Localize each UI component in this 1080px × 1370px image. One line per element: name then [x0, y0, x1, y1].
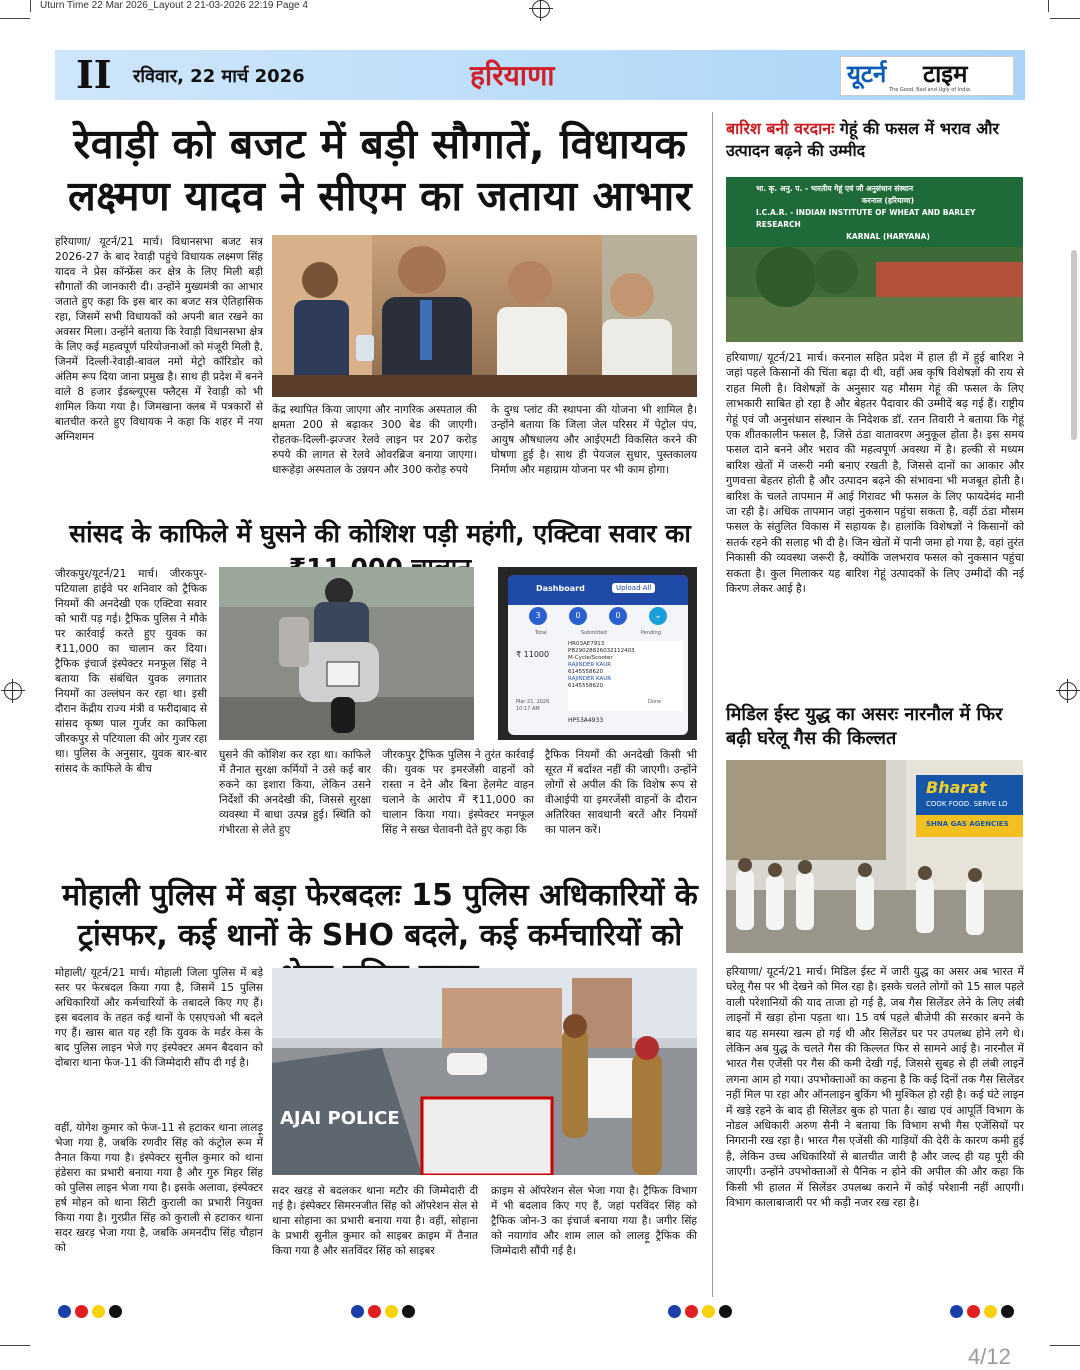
crop-mark	[1050, 1345, 1080, 1346]
sign-line-4: KARNAL (HARYANA)	[846, 232, 930, 241]
registration-mark-icon	[532, 0, 550, 18]
stat-labels	[518, 630, 678, 636]
article1-column-1: हरियाणा/ यूटर्न/21 मार्च। विधानसभा बजट सत्र 2026-27 के बाद रेवाड़ी पहुंचे विधायक लक्ष्मण सिंह यादव ने प्रेस कॉन्फ्रेंस कर क्षेत्र के लिए मिली बड़ी सौगातों की जानकारी दी। उन्होंने मुख्यमंत्री का आभार जताते हुए कहा कि इस बार का बजट सत्र ऐतिहासिक रहा, जिसमें सभी विधायकों को अपनी बात रखने का अवसर मिला। उन्होंने बताया कि रेवाड़ी विधानसभा क्षेत्र के लिए कई महत्वपूर्ण परियोजनाओं को मंजूरी मिली है, जिनमें दिल्ली-रेवाड़ी-बावल नमो मेट्रो कॉरिडोर को अंतिम रूप दिया जाना प्रमुख है। साथ ही प्रदेश में बनने वाले 8 हजार ईडब्ल्यूएस फ्लैट्स में रेवाड़ी को भी शामिल किया गया है। जिमखाना क्लब में पत्रकारों से बातचीत करते हुए विधायक ने कहा कि शहर में नया अग्निशमन	[55, 236, 263, 443]
color-dot	[58, 1305, 71, 1318]
color-dot	[385, 1305, 398, 1318]
dashboard-title: Dashboard	[536, 584, 585, 593]
side1-headline	[726, 118, 1026, 162]
newspaper-logo	[840, 56, 1014, 96]
vehicle-type: M-Cycle/Scooter	[568, 655, 613, 661]
institute-sign	[756, 183, 1020, 243]
article2-column-2: घुसने की कोशिश कर रहा था। काफिले में तैनात सुरक्षा कर्मियों ने उसे कई बार रुकने का इशारा किया, लेकिन उसने निर्देशों की अनदेखी की, जिससे सुरक्षा व्यवस्था में बाधा उत्पन्न हुई। स्थिति को गंभीरता से लेते हुए	[219, 749, 371, 836]
side2-gas-queue-photo	[726, 760, 1023, 953]
side1-headline-text: गेहूं की फसल में भराव और उत्पादन बढ़ने की उम्मीद	[726, 119, 1000, 160]
challan-date: Mar 21, 2026	[516, 699, 550, 705]
shop-sign-tagline: COOK FOOD. SERVE LO	[926, 800, 1008, 808]
color-dot	[984, 1305, 997, 1318]
article1-column-2: केंद्र स्थापित किया जाएगा और नागरिक अस्पताल की क्षमता 200 से बढ़ाकर 300 बेड की जाएगी। रोहतक-दिल्ली-झज्जर रेलवे लाइन पर 207 करोड़ रुपये की लागत से रेलवे ओवरब्रिज बनाया जाएगा। धारूहेड़ा अस्पताल के उन्नयन और 300 करोड़ रुपये	[272, 404, 477, 476]
side1-institute-photo	[726, 177, 1023, 342]
scrollbar-thumb[interactable]	[1071, 250, 1077, 440]
done-label[interactable]: Done	[648, 699, 662, 705]
article3-column-2: सदर खरड़ से बदलकर थाना मटौर की जिम्मेदारी दी गई है। इंस्पेक्टर सिमरनजीत सिंह को ऑपरेशन सेल से थाना सोहाना का प्रभारी बनाया गया है। वहीं, सोहाना के प्रभारी सुनील कुमार को साइबर क्राइम में तैनात किया गया है और सतविंदर सिंह को साइबर	[272, 1185, 478, 1257]
officer-id-2: 6145558620	[568, 683, 603, 689]
article3-headline: मोहाली पुलिस में बड़ा फेरबदलः 15 पुलिस अधिकारियों के ट्रांसफर, कई थानों के SHO बदले, कई कर्मचारियों को	[62, 878, 698, 953]
registration-mark-icon	[1059, 682, 1077, 700]
phone-screen	[508, 575, 688, 735]
stat-total: 3	[529, 607, 547, 625]
color-dot	[92, 1305, 105, 1318]
article3-police-photo	[272, 968, 697, 1175]
article3-column-3: क्राइम से ऑपरेशन सेल भेजा गया है। ट्रैफिक विभाग में भी बदलाव किए गए हैं, जहां परविंदर सिंह को ट्रैफिक जोन-3 का इंचार्ज बनाया गया है। जगीर सिंह को नयागांव और शाम लाल को लालड़ू ट्रैफिक की जिम्मेदारी सौंपी गई है।	[491, 1185, 697, 1257]
sign-line-3: I.C.A.R. - INDIAN INSTITUTE OF WHEAT AND BARLEY RESEARCH	[756, 208, 976, 229]
article2-scooter-photo	[219, 567, 474, 740]
color-dot	[950, 1305, 963, 1318]
logo-word-1: यूटर्न	[847, 60, 887, 88]
officer-id-1: 6145558620	[568, 669, 603, 675]
stat-label-submitted: Submitted	[580, 630, 607, 636]
article1-photo	[272, 235, 697, 397]
challan-card[interactable]	[568, 641, 683, 711]
color-dot	[402, 1305, 415, 1318]
crop-mark	[1050, 18, 1080, 19]
article1-headline: रेवाड़ी को बजट में बड़ी सौगातें, विधायक लक्ष्मण यादव ने सीएम का जताया आभार	[67, 120, 693, 220]
challan-number: PB29028826032112403	[568, 648, 635, 654]
officer-name-2: RAJINDER KAUR	[568, 676, 612, 682]
color-dot	[351, 1305, 364, 1318]
color-dots-left	[58, 1305, 122, 1318]
section-title: हरियाणा	[470, 59, 555, 92]
side1-kicker: बारिश बनी वरदानः	[726, 119, 835, 138]
upload-all-button[interactable]: Upload All	[612, 583, 655, 593]
sign-line-1: भा. कृ. अनु. प. - भारतीय गेहूं एवं जौ अनुसंधान संस्थान	[756, 184, 914, 193]
logo-word-2: टाइम	[923, 60, 968, 88]
color-dot	[368, 1305, 381, 1318]
stat-submitted: 0	[569, 607, 587, 625]
expand-icon[interactable]: ⌄	[649, 607, 667, 625]
stat-label-pending: Pending	[640, 630, 661, 636]
side1-body: हरियाणा/ यूटर्न/21 मार्च। करनाल सहित प्रदेश में हाल ही में हुई बारिश ने जहां पहले किसानों की चिंता बढ़ा दी थी, वहीं अब कृषि विशेषज्ञों की राय से राहत मिली है। विशेषज्ञों के अनुसार यह मौसम गेहूं की फसल के लिए लाभकारी साबित हो रहा है और बेहतर पैदावार की उम्मीदें बढ़ गई हैं। राष्ट्रीय गेहूं एवं जौ अनुसंधान संस्थान के निदेशक डॉ. रतन तिवारी ने बताया कि गेहूं एक शीतकालीन फसल है, जिसे ठंडा वातावरण अनुकूल होता है। इस समय फसल दाने बनने और भराव की महत्वपूर्ण अवस्था में है। हल्की से मध्यम बारिश खेतों में जरूरी नमी बनाए रखती है, जिससे दानों का आकार और गुणवत्ता बेहतर होती है और उत्पादन बढ़ने की संभावना भी मजबूत होती है। बारिश के चलते तापमान में आई गिरावट भी फसल के लिए फायदेमंद मानी जा रही है। अधिक तापमान जहां नुकसान पहुंचा सकता है, वहीं ठंडा मौसम फसल के संतुलित विकास में सहायक है। हालांकि विशेषज्ञों ने किसानों को सतर्क रहने की सलाह भी दी है। जिन खेतों में पानी जमा हो गया है, वहां तुरंत निकासी की व्यवस्था जरूरी है, क्योंकि जलभराव फसल को नुकसान पहुंचा सकता है। कुल मिलाकर यह बारिश गेहूं उत्पादकों के लिए उम्मीदों की नई किरण लेकर आई है।	[726, 351, 1024, 596]
page-indicator: 4/12	[968, 1344, 1011, 1369]
crop-mark	[0, 18, 30, 19]
shop-sign-brand: Bharat	[926, 778, 987, 797]
stat-pending: 0	[609, 607, 627, 625]
article2-column-4: ट्रैफिक नियमों की अनदेखी किसी भी सूरत में बर्दाश्त नहीं की जाएगी। उन्होंने लोगों से अपील की कि विशेष रूप से वीआईपी या इमरजेंसी वाहनों के दौरान अतिरिक्त सावधानी बरतें और नियमों का पालन करें।	[545, 749, 697, 836]
side2-body: हरियाणा/ यूटर्न/21 मार्च। मिडिल ईस्ट में जारी युद्ध का असर अब भारत में घरेलू गैस पर भी देखने को मिल रहा है। इसके चलते लोगों को 15 साल पहले वाली परेशानियों की याद ताजा हो गई है, जब गैस सिलेंडर लेने के लिए लंबी लाइनों में खड़ा होना पड़ता था। 15 वर्ष पहले बीजेपी की सरकार बनने के बाद यह समस्या खत्म हो गई थी और सिलेंडर घर पर उपलब्ध होने लगे थे। लेकिन अब युद्ध के चलते गैस की किल्लत फिर से सामने आई है। नारनौल में भारत गैस एजेंसी पर गैस की कमी देखी गई, जिससे सुबह से ही लंबी लाइनें लगना आम हो गया। उपभोक्ताओं का कहना है कि कई दिनों तक गैस सिलेंडर नहीं मिल पा रहा और ऑनलाइन बुकिंग भी मुश्किल हो रही है। कई घंटे लाइन में खड़े रहने के बाद ही सिलेंडर बुक हो पाता है। खाद्य एवं आपूर्ति विभाग के नोडल अधिकारी अरुण सैनी ने बताया कि विभाग सभी गैस एजेंसियों पर निगरानी रख रहा है। भारत गैस एजेंसी की गाड़ियों की देरी के कारण कमी हुई है, लेकिन उच्च अधिकारियों से बातचीत जारी है और जल्द ही यह पूरी की जाएगी। उन्होंने उपभोक्ताओं से पैनिक न होने की अपील की और कहा कि किसी भी हालत में सिलेंडर उपलब्ध कराने में कोई परेशानी नहीं आएगी। विभाग कालाबाजारी पर भी कड़ी नजर रख रहा है।	[726, 965, 1024, 1210]
sign-line-2: करनाल (हरियाणा)	[861, 196, 915, 205]
printer-slug: Uturn Time 22 Mar 2026_Layout 2 21-03-2026 22:19 Page 4	[40, 0, 308, 11]
police-barrier-text: AJAI POLICE	[280, 1108, 400, 1129]
issue-date: रविवार, 22 मार्च 2026	[133, 66, 305, 87]
color-dots-right	[950, 1305, 1014, 1318]
color-dot	[967, 1305, 980, 1318]
article2-column-3: जीरकपुर ट्रैफिक पुलिस ने तुरंत कार्रवाई की। युवक पर इमरजेंसी वाहनों को रास्ता न देने और बिना हेलमेट वाहन चलाने के आरोप में ₹11,000 का चालान किया गया। इंस्पेक्टर मनफूल सिंह ने सख्त चेतावनी देते हुए कहा कि	[382, 749, 534, 836]
registration-mark-icon	[4, 682, 22, 700]
shop-sign-agency: SHNA GAS AGENCIES	[926, 820, 1009, 828]
article2-challan-screen	[498, 567, 697, 740]
crop-mark	[0, 1345, 30, 1346]
vehicle-number: HR03AE7913	[568, 641, 605, 647]
color-dots-center-left	[351, 1305, 415, 1318]
crop-mark	[1048, 0, 1049, 12]
color-dot	[75, 1305, 88, 1318]
page-number: II	[76, 52, 112, 97]
article2-headline: सांसद के काफिले में घुसने की कोशिश पड़ी महंगी, एक्टिवा सवार का	[69, 519, 691, 548]
color-dot	[719, 1305, 732, 1318]
color-dot	[685, 1305, 698, 1318]
logo-tagline: The Good, Bad and Ugly of India	[889, 87, 970, 93]
color-dot	[668, 1305, 681, 1318]
challan-time: 10:17 AM	[516, 706, 540, 712]
article3-column-1a: मोहाली/ यूटर्न/21 मार्च। मोहाली जिला पुलिस में बड़े स्तर पर फेरबदल किया गया है, जिसमें 15 पुलिस अधिकारियों और कर्मचारियों के तबादले किए गए हैं। इस बदलाव के तहत कई थानों के एसएचओ भी बदले गए हैं। खास बात यह रही कि युवक के मर्डर केस के बाद पुलिस लाइन भेजे गए इंस्पेक्टर अमन बैदवान को दोबारा थाना फेज-11 की जिम्मेदारी सौंप दी गई है।	[55, 967, 263, 1069]
stat-label-total: Total	[535, 630, 547, 636]
side2-headline: मिडिल ईस्ट युद्ध का असरः नारनौल में फिर बढ़ी घरेलू गैस की किल्लत	[726, 704, 1003, 749]
crop-mark	[30, 0, 31, 12]
color-dot	[702, 1305, 715, 1318]
challan-amount: ₹ 11000	[516, 650, 550, 659]
app-bar	[508, 575, 688, 605]
color-dots-center-right	[668, 1305, 732, 1318]
second-vehicle-number: HP53A4933	[568, 717, 604, 724]
stat-row	[518, 607, 678, 629]
color-dot	[109, 1305, 122, 1318]
article2-column-1: जीरकपुर/यूटर्न/21 मार्च। जीरकपुर-पटियाला हाईवे पर शनिवार को ट्रैफिक नियमों की अनदेखी एक एक्टिवा सवार को भारी पड़ गई। ट्रैफिक पुलिस ने मौके पर कार्रवाई करते हुए युवक का ₹11,000 का चालान कर दिया। ट्रैफिक इंचार्ज इंस्पेक्टर मनफूल सिंह ने बताया कि संबंधित युवक लगातार नियमों का उल्लंघन कर रहा था। इसी दौरान केंद्रीय राज्य मंत्री व फरीदाबाद से सांसद कृष्ण पाल गुर्जर का काफिला जीरकपुर से पटियाला की ओर गुजर रहा था। पुलिस के अनुसार, युवक बार-बार सांसद के काफिले के बीच	[55, 568, 207, 775]
color-dot	[1001, 1305, 1014, 1318]
article3-column-1b: वहीं, योगेश कुमार को फेज-11 से हटाकर थाना लालड़ू भेजा गया है, जबकि रणवीर सिंह को कंट्रोल रूम में तैनात किया गया है। इंस्पेक्टर सुनील कुमार को थाना हंडेसरा का प्रभारी बनाया गया है और गुरु मिहर सिंह को पुलिस लाइन भेजा गया है। इसके अलावा, इंस्पेक्टर हर्ष मोहन को थाना सिटी कुराली का प्रभारी नियुक्त किया गया है। गुरप्रीत सिंह को कुराली से हटाकर थाना सदर खरड़ भेजा गया है, जबकि अमनदीप सिंह चौहान को	[55, 1122, 263, 1254]
column-divider	[712, 112, 713, 1297]
officer-name-1: RAJINDER KAUR	[568, 662, 612, 668]
article1-column-3: के दुग्ध प्लांट की स्थापना की योजना भी शामिल है। उन्होंने बताया कि जिला जेल परिसर में पेट्रोल पंप, आयुष औषधालय और आईएमटी विकसित करने की घोषणा हुई है। साथ ही पेयजल सुधार, पुस्तकालय निर्माण और महाग्राम योजना पर भी काम होगा।	[491, 404, 697, 476]
